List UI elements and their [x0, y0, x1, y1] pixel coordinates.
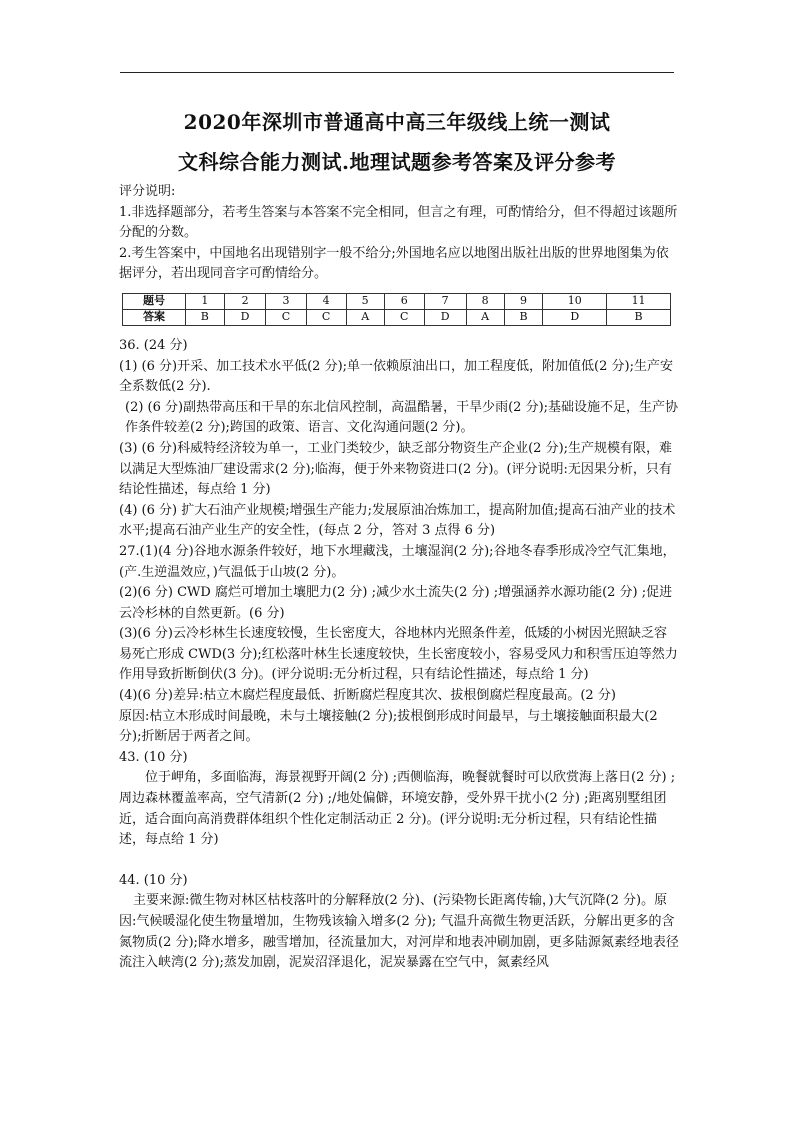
number-cell: 4: [306, 293, 346, 309]
answer-cell: A: [466, 309, 504, 325]
q36-heading: 36. (24 分): [119, 337, 188, 353]
q36-part-3: (3) (6 分)科威特经济较为单一，工业门类较少，缺乏部分物资生产企业(2 分);生产规模有限，难以满足大型炼油厂建设需求(2 分);临海，便于外来物资进口(2 分)。(评分说明:无因果分析，只有结论性描述，每点给 1 分): [119, 440, 673, 498]
number-cell: 6: [384, 293, 424, 309]
q37-part-1: 27.(1)(4 分)谷地水源条件较好，地下水埋藏浅，土壤湿润(2 分);谷地冬春季形成冷空气汇集地，(产.生逆温效应，)气温低于山坡(2 分)。: [119, 543, 676, 580]
document-body: [119, 182, 679, 974]
q36-part-4: (4) (6 分) 扩大石油产业规模;增强生产能力;发展原油冶炼加工，提高附加值;提高石油产业的技术水平;提高石油产业生产的安全性，(每点 2 分，答对 3 点得 6 分): [119, 502, 676, 539]
q36-part-2: (2) (6 分)副热带高压和干旱的东北信风控制，高温酷暑，干旱少雨(2 分);基础设施不足，生产协作条件较差(2 分);跨国的政策、语言、文化沟通问题(2 分)。: [125, 399, 679, 436]
q36-part-1: (1) (6 分)开采、加工技术水平低(2 分);单一依赖原油出口，加工程度低，附加值低(2 分);生产安全系数低(2 分).: [119, 358, 673, 395]
number-cell: 9: [504, 293, 543, 309]
answer-table-number-row: [123, 293, 671, 309]
number-cell: 3: [266, 293, 306, 309]
number-cell: 10: [543, 293, 607, 309]
number-cell: 7: [424, 293, 466, 309]
grading-note-2: 2.考生答案中，中国地名出现错别字一般不给分;外国地名应以地图出版社出版的世界地图集为依据评分，若出现同音字可酌情给分。: [119, 245, 669, 282]
title-line-1: 2020年深圳市普通高中高三年级线上统一测试: [183, 110, 611, 134]
answer-table-answer-row: [123, 309, 671, 325]
answer-cell: D: [224, 309, 266, 325]
q44-answer: 主要来源:微生物对林区枯枝落叶的分解释放(2 分)、(污染物长距离传输，)大气沉降(2 分)。原因:气候暖湿化使生物量增加，生物残该输入增多(2 分); 气温升高微生物更活跃，分解出更多的含氮物质(2 分);降水增多，融雪增加，径流量加大，对河岸和地表冲刷加剧，更多陆源氮素经地表径流注入峡湾(2 分);蒸发加剧，泥炭沼泽退化，泥炭暴露在空气中，氮素经风: [119, 893, 679, 971]
q44-heading: 44. (10 分): [119, 872, 188, 888]
number-cell: 11: [607, 293, 671, 309]
q37-part-4: (4)(6 分)差异:枯立木腐烂程度最低、折断腐烂程度其次、拔根倒腐烂程度最高。(2 分): [119, 688, 616, 704]
title-line-2: 文科综合能力测试.地理试题参考答案及评分参考: [178, 150, 616, 174]
q43-heading: 43. (10 分): [119, 749, 188, 765]
grading-note-1: 1.非选择题部分，若考生答案与本答案不完全相同，但言之有理，可酌情给分，但不得超过该题所分配的分数。: [119, 204, 678, 241]
section-gap: [119, 851, 679, 871]
answer-cell: D: [424, 309, 466, 325]
answer-cell: D: [543, 309, 607, 325]
number-cell: 5: [346, 293, 384, 309]
q37-part-2: (2)(6 分) CWD 腐烂可增加土壤肥力(2 分) ;减少水土流失(2 分) ;增强涵养水源功能(2 分) ;促进云冷杉林的自然更新。(6 分): [119, 585, 673, 621]
number-cell: 8: [466, 293, 504, 309]
row-label-number: 题号: [123, 293, 186, 309]
answer-cell: A: [346, 309, 384, 325]
header-rule: [120, 72, 674, 73]
answer-cell: B: [186, 309, 225, 325]
grading-notes-heading: 评分说明:: [119, 184, 176, 199]
row-label-answer: 答案: [123, 309, 186, 325]
number-cell: 1: [186, 293, 225, 309]
q43-answer: 位于岬角，多面临海，海景视野开阔(2 分) ;西侧临海，晚餐就餐时可以欣赏海上落日(2 分) ;周边森林覆盖率高，空气清新(2 分) ;/地处偏僻，环境安静，受外界干扰小(2 分) ;距离别墅组团近，适合面向高消费群体组织个性化定制活动正 2 分)。(评分说明:无分析过程，只有结论性描述，每点给 1 分): [119, 770, 676, 848]
q37-part-3: (3)(6 分)云冷杉林生长速度较慢，生长密度大，谷地林内光照条件差，低矮的小树因光照缺乏容易死亡形成 CWD(3 分);红松落叶林生长速度较快，生长密度较小，容易受风力和积雪压迫等然力作用导致折断倒伏(3 分)。(评分说明:无分析过程，只有结论性描述，每点给 1 分): [119, 626, 678, 683]
number-cell: 2: [224, 293, 266, 309]
answer-table: [122, 293, 671, 326]
answer-cell: B: [607, 309, 671, 325]
answer-cell: C: [266, 309, 306, 325]
q37-part-5: 原因:枯立木形成时间最晚，未与土壤接触(2 分);拔根倒形成时间最早，与土壤接触面积最大(2 分);折断居于两者之间。: [119, 708, 658, 745]
answer-cell: B: [504, 309, 543, 325]
answer-cell: C: [384, 309, 424, 325]
answer-cell: C: [306, 309, 346, 325]
